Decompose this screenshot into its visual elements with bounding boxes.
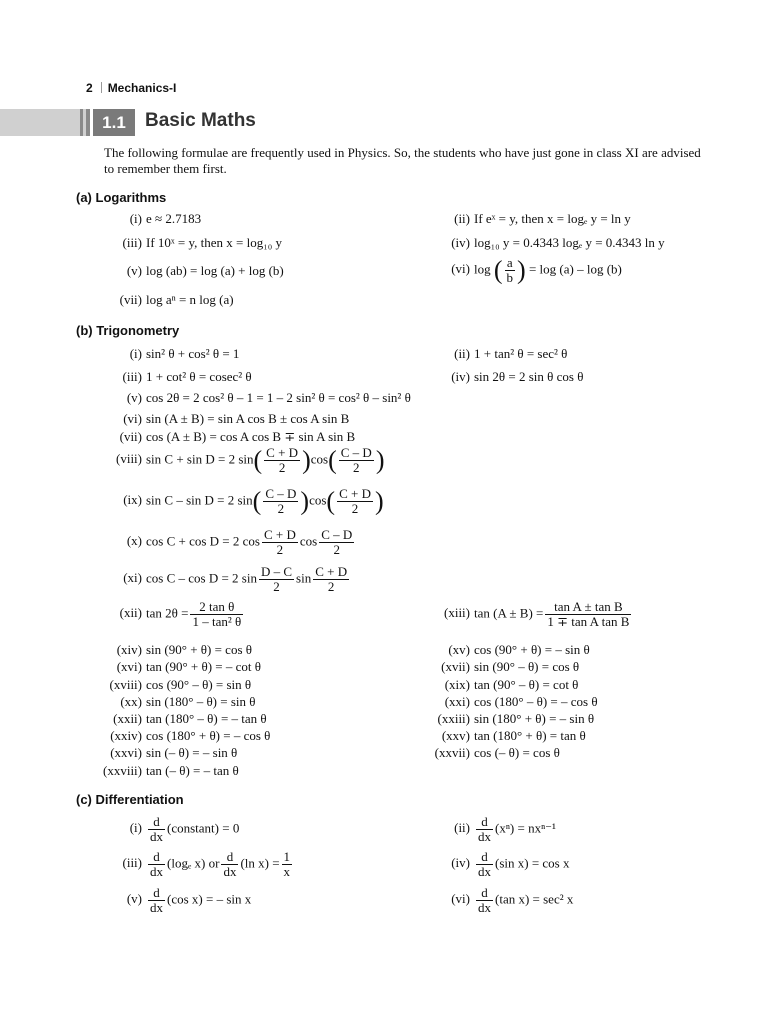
formula-text: 1 + cot² θ = cosec² θ (146, 369, 252, 384)
denominator: b (506, 270, 514, 285)
item-number: (iv) (451, 855, 470, 871)
fraction (476, 850, 493, 879)
numerator: C – D (340, 445, 372, 460)
formula-text: tan 2θ = (146, 605, 189, 621)
formula-item (100, 390, 411, 405)
formula-item (428, 211, 631, 226)
formula-item (428, 346, 567, 361)
formula-item (100, 263, 284, 278)
subsection-heading: (a) Logarithms (76, 190, 167, 205)
denominator: dx (478, 900, 491, 915)
intro-paragraph: The following formulae are frequently used in Physics. So, the students who have just gone in class XI are advised to remember them first. (104, 145, 701, 176)
formula-item (428, 369, 583, 384)
formula-text: (logₑ x) or (167, 855, 220, 871)
formula-text: sin (A ± B) = sin A cos B ± cos A sin B (146, 411, 350, 426)
item-number: (v) (126, 891, 142, 907)
formula-text: cos (299, 533, 318, 549)
left-paren: ( (252, 486, 262, 516)
denominator: dx (223, 864, 237, 879)
item-number: (viii) (116, 451, 142, 467)
numerator: d (221, 850, 238, 865)
section-title: Basic Maths (145, 110, 256, 131)
formula-text: tan (– θ) = – tan θ (146, 763, 239, 778)
formula-text: cos (– θ) = cos θ (474, 745, 560, 760)
item-number: (xxiv) (110, 728, 142, 743)
fraction (259, 565, 294, 594)
item-number: (vi) (123, 411, 142, 426)
formula-text: tan (90° – θ) = cot θ (474, 677, 579, 692)
formula-item (428, 659, 579, 674)
denominator: 2 (353, 460, 360, 475)
numerator: d (476, 815, 493, 830)
formula-item (100, 677, 251, 692)
formula-text: cos 2θ = 2 cos² θ – 1 = 1 – 2 sin² θ = cos² θ – sin² θ (146, 390, 411, 405)
formula-text: cos (90° + θ) = – sin θ (474, 642, 590, 657)
formula-text: (tan x) = sec² x (495, 891, 574, 907)
formula-item (428, 728, 586, 743)
formula-text: tan (180° + θ) = tan θ (474, 728, 586, 743)
formula-item (100, 369, 252, 384)
item-number: (i) (129, 346, 142, 361)
formula-text: tan (90° + θ) = – cot θ (146, 659, 261, 674)
formula-item (428, 850, 570, 879)
section-band (0, 109, 88, 136)
denominator: 2 (273, 579, 280, 594)
formula-item (428, 642, 590, 657)
section-number: 1.1 (93, 109, 135, 136)
formula-item (100, 745, 237, 760)
formula-text: sin (296, 570, 312, 586)
formula-item (100, 886, 251, 915)
formula-item (100, 659, 261, 674)
right-paren: ) (517, 255, 526, 285)
item-number: (xxiii) (437, 711, 470, 726)
formula-item (100, 728, 270, 743)
formula-text: log (474, 261, 491, 277)
item-number: (i) (129, 211, 142, 226)
numerator: C + D (315, 564, 348, 579)
formula-text: cos (A ± B) = cos A cos B ∓ sin A sin B (146, 429, 356, 444)
formula-text: = log (a) – log (b) (528, 261, 622, 277)
denominator: 2 (327, 579, 335, 594)
item-number: (iv) (451, 235, 470, 250)
formula-item (100, 487, 384, 516)
formula-item (100, 429, 355, 444)
numerator: D – C (260, 564, 293, 579)
formula-text: sin (90° – θ) = cos θ (474, 659, 580, 674)
item-number: (xxviii) (103, 763, 142, 778)
formula-text: sin (– θ) = – sin θ (146, 745, 238, 760)
item-number: (vi) (451, 261, 470, 277)
denominator: dx (150, 900, 163, 915)
formula-item (428, 235, 665, 250)
numerator: d (148, 850, 165, 865)
fraction (339, 446, 374, 475)
right-paren: ) (302, 445, 311, 475)
fraction (148, 886, 165, 915)
numerator: d (476, 850, 493, 865)
denominator: x (283, 864, 291, 879)
formula-text: sin (90° + θ) = cos θ (146, 642, 252, 657)
fraction (313, 565, 349, 594)
formula-item (100, 411, 349, 426)
formula-item (428, 745, 560, 760)
item-number: (iii) (122, 235, 142, 250)
fraction (190, 600, 243, 629)
item-number: (ii) (454, 346, 470, 361)
denominator: 2 (333, 542, 340, 557)
formula-text: log₁₀ y = 0.4343 logₑ y = 0.4343 ln y (474, 235, 665, 250)
formula-text: cos (180° – θ) = – cos θ (474, 694, 598, 709)
formula-text: cos (310, 451, 329, 467)
book-title: Mechanics-I (107, 81, 177, 95)
numerator: C – D (321, 527, 353, 542)
fraction (264, 446, 300, 475)
item-number: (xxi) (444, 694, 470, 709)
formula-item (100, 528, 356, 557)
fraction (282, 850, 293, 879)
formula-text: (xⁿ) = nxⁿ⁻¹ (495, 820, 556, 836)
formula-item (100, 235, 282, 250)
denominator: dx (150, 864, 163, 879)
fraction (337, 487, 373, 516)
left-paren: ( (326, 486, 336, 516)
item-number: (iii) (122, 855, 142, 871)
formula-item (100, 346, 239, 361)
fraction (262, 528, 298, 557)
denominator: 2 (278, 460, 286, 475)
item-number: (xiii) (444, 605, 470, 621)
item-number: (xv) (448, 642, 470, 657)
item-number: (xxv) (441, 728, 470, 743)
numerator: C + D (263, 527, 296, 542)
item-number: (v) (126, 263, 142, 278)
numerator: d (148, 886, 165, 901)
formula-text: sin C + sin D = 2 sin (146, 451, 254, 467)
item-number: (xviii) (109, 677, 142, 692)
right-paren: ) (374, 486, 384, 516)
numerator: tan A ± tan B (545, 600, 631, 615)
numerator: d (476, 886, 493, 901)
denominator: 2 (351, 501, 359, 516)
denominator: dx (478, 864, 491, 879)
item-number: (xx) (120, 694, 142, 709)
formula-text: sin 2θ = 2 sin θ cos θ (474, 369, 584, 384)
formula-text: sin C – sin D = 2 sin (146, 492, 253, 508)
formula-item (100, 711, 267, 726)
subsection-heading: (c) Differentiation (76, 792, 184, 807)
numerator: a (505, 256, 516, 271)
formula-text: If eˣ = y, then x = logₑ y = ln y (474, 211, 631, 226)
formula-text: If 10ˣ = y, then x = log₁₀ y (146, 235, 283, 250)
item-number: (ii) (454, 820, 470, 836)
formula-text: log (ab) = log (a) + log (b) (146, 263, 284, 278)
formula-item (100, 211, 201, 226)
formula-item (100, 815, 239, 844)
formula-item (100, 565, 351, 594)
item-number: (x) (126, 533, 142, 549)
item-number: (vi) (451, 891, 470, 907)
item-number: (iv) (451, 369, 470, 384)
fraction (221, 850, 238, 879)
subsection-heading: (b) Trigonometry (76, 323, 180, 338)
formula-text: cos C + cos D = 2 cos (146, 533, 260, 549)
formula-text: cos C – cos D = 2 sin (146, 570, 257, 586)
formula-item (100, 292, 234, 307)
fraction (319, 528, 354, 557)
formula-item (428, 886, 573, 915)
formula-item (428, 711, 594, 726)
item-number: (ix) (123, 492, 142, 508)
formula-text: 1 + tan² θ = sec² θ (474, 346, 568, 361)
fraction (148, 815, 165, 844)
item-number: (xxii) (113, 711, 142, 726)
formula-text: (sin x) = cos x (495, 855, 570, 871)
item-number: (xxvii) (434, 745, 470, 760)
item-number: (v) (126, 390, 142, 405)
formula-item (100, 694, 255, 709)
formula-text: cos (180° + θ) = – cos θ (146, 728, 271, 743)
formula-text: (ln x) = (240, 855, 280, 871)
formula-text: tan (180° – θ) = – tan θ (146, 711, 267, 726)
formula-item (100, 763, 239, 778)
left-paren: ( (328, 445, 337, 475)
formula-text: log aⁿ = n log (a) (146, 292, 234, 307)
item-number: (vii) (119, 429, 142, 444)
formula-text: cos (90° – θ) = sin θ (146, 677, 252, 692)
item-number: (xvii) (441, 659, 470, 674)
item-number: (iii) (122, 369, 142, 384)
numerator: d (148, 815, 165, 830)
left-paren: ( (493, 255, 503, 285)
fraction (505, 256, 516, 285)
denominator: 2 (277, 501, 285, 516)
formula-item (428, 815, 556, 844)
section-bar (80, 109, 83, 136)
right-paren: ) (375, 445, 385, 475)
item-number: (xxvi) (110, 745, 142, 760)
fraction (476, 886, 493, 915)
formula-text: sin (180° + θ) = – sin θ (474, 711, 595, 726)
fraction (545, 600, 631, 629)
section-bar (86, 109, 90, 136)
right-paren: ) (300, 486, 310, 516)
running-header (86, 81, 176, 95)
item-number: (xi) (123, 570, 142, 586)
formula-text: (cos x) = – sin x (167, 891, 252, 907)
left-paren: ( (253, 445, 263, 475)
formula-item (428, 600, 633, 629)
numerator: 2 tan θ (190, 600, 243, 615)
header-divider (101, 82, 102, 93)
formula-item (100, 600, 245, 629)
numerator: C + D (266, 445, 299, 460)
formula-item (428, 694, 598, 709)
item-number: (ii) (454, 211, 470, 226)
fraction (263, 487, 298, 516)
formula-text: (constant) = 0 (167, 820, 240, 836)
formula-item (428, 256, 622, 285)
denominator: dx (150, 829, 163, 844)
formula-text: tan (A ± B) = (474, 605, 544, 621)
item-number: (i) (129, 820, 142, 836)
numerator: C – D (265, 486, 297, 501)
formula-item (100, 850, 294, 879)
formula-text: sin (180° – θ) = sin θ (146, 694, 256, 709)
denominator: dx (478, 829, 491, 844)
formula-text: e ≈ 2.7183 (146, 211, 202, 226)
formula-item (428, 677, 578, 692)
numerator: 1 (283, 849, 291, 864)
numerator: C + D (339, 486, 371, 501)
formula-text: sin² θ + cos² θ = 1 (146, 346, 240, 361)
denominator: 1 – tan² θ (192, 614, 242, 629)
item-number: (xix) (444, 677, 470, 692)
formula-text: cos (309, 492, 327, 508)
formula-item (100, 446, 384, 475)
item-number: (xvi) (116, 659, 142, 674)
fraction (476, 815, 493, 844)
fraction (148, 850, 165, 879)
item-number: (vii) (119, 292, 142, 307)
item-number: (xii) (119, 605, 142, 621)
formula-item (100, 642, 252, 657)
item-number: (xiv) (116, 642, 142, 657)
page-number: 2 (86, 81, 93, 95)
denominator: 2 (276, 542, 284, 557)
denominator: 1 ∓ tan A tan B (547, 614, 630, 629)
